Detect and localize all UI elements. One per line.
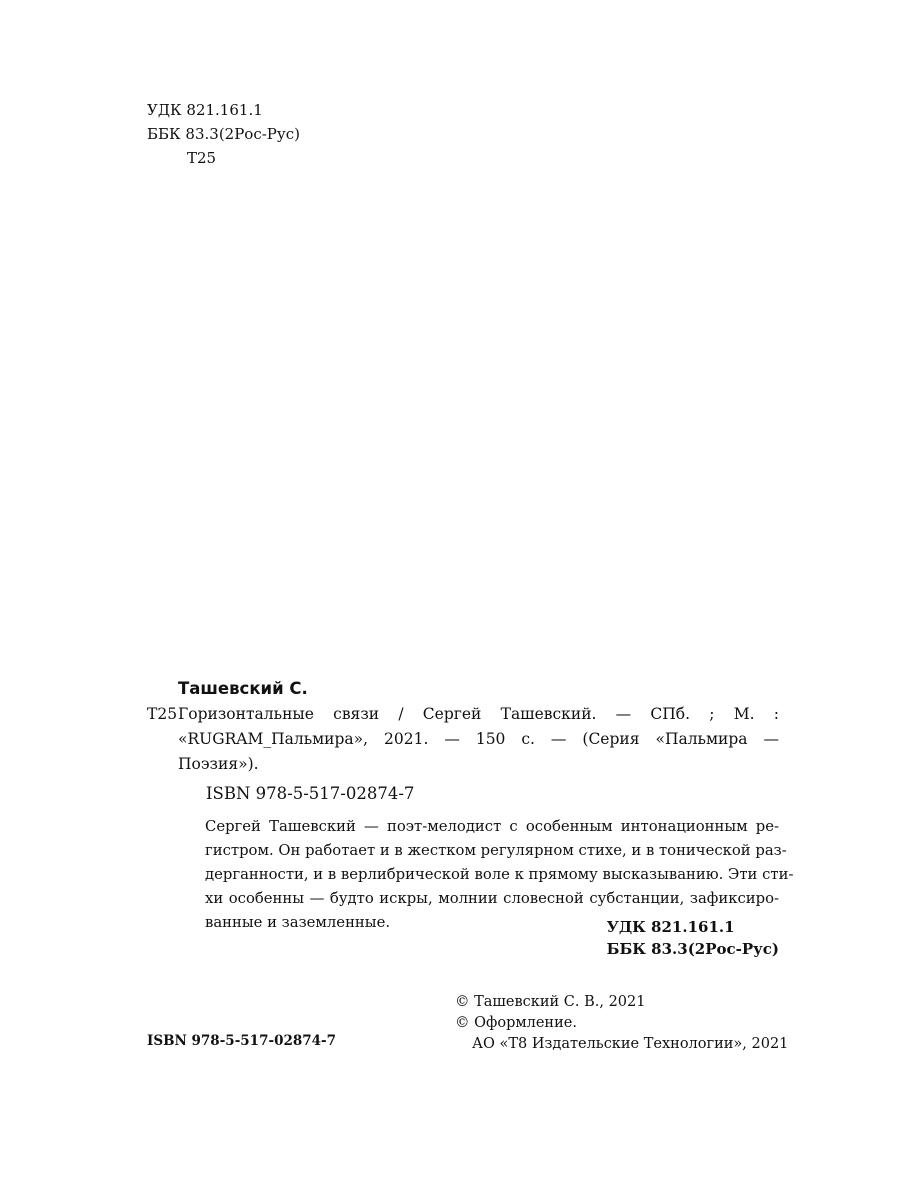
- copyright-design: © Оформление.: [455, 1015, 577, 1031]
- isbn-entry: ISBN 978-5-517-02874-7: [206, 784, 415, 803]
- bbk-code: ББК 83.3(2Рос-Рус): [147, 125, 300, 143]
- copyright-publisher: АО «Т8 Издательские Технологии», 2021: [472, 1036, 789, 1052]
- title-line: Поэзия»).: [178, 755, 259, 773]
- annotation-line: гистром. Он работает и в жестком регулярном стихе, и в тонической раз-: [205, 842, 787, 859]
- isbn-bottom: ISBN 978-5-517-02874-7: [147, 1033, 337, 1049]
- title-description: [178, 702, 779, 777]
- annotation-line: Сергей Ташевский — поэт-мелодист с особенным интонационным ре-: [205, 818, 779, 835]
- udk-code: УДК 821.161.1: [147, 101, 263, 119]
- bibliographic-entry: [147, 676, 794, 935]
- title-line: Горизонтальные связи / Сергей Ташевский. — СПб. ; М. :: [178, 705, 779, 723]
- annotation-line: ванные и заземленные.: [205, 914, 391, 931]
- author-mark: Т25: [187, 149, 217, 167]
- annotation-line: хи особенны — будто искры, молнии словесной субстанции, зафиксиро-: [205, 890, 779, 907]
- classification-bottom: [607, 916, 779, 960]
- classification-top: [147, 98, 300, 170]
- udk-code-bottom: УДК 821.161.1: [606, 918, 735, 936]
- title-line: «RUGRAM_Пальмира», 2021. — 150 с. — (Серия «Пальмира —: [178, 730, 779, 748]
- title-block: [147, 702, 779, 777]
- copyright-block: [455, 992, 788, 1055]
- copyright-author: © Ташевский С. В., 2021: [455, 994, 646, 1010]
- entry-author-mark: Т25: [147, 705, 178, 723]
- bbk-code-bottom: ББК 83.3(2Рос-Рус): [606, 940, 779, 958]
- annotation-line: дерганности, и в верлибрической воле к прямому высказыванию. Эти сти-: [205, 866, 794, 883]
- author-heading: Ташевский С.: [178, 679, 308, 698]
